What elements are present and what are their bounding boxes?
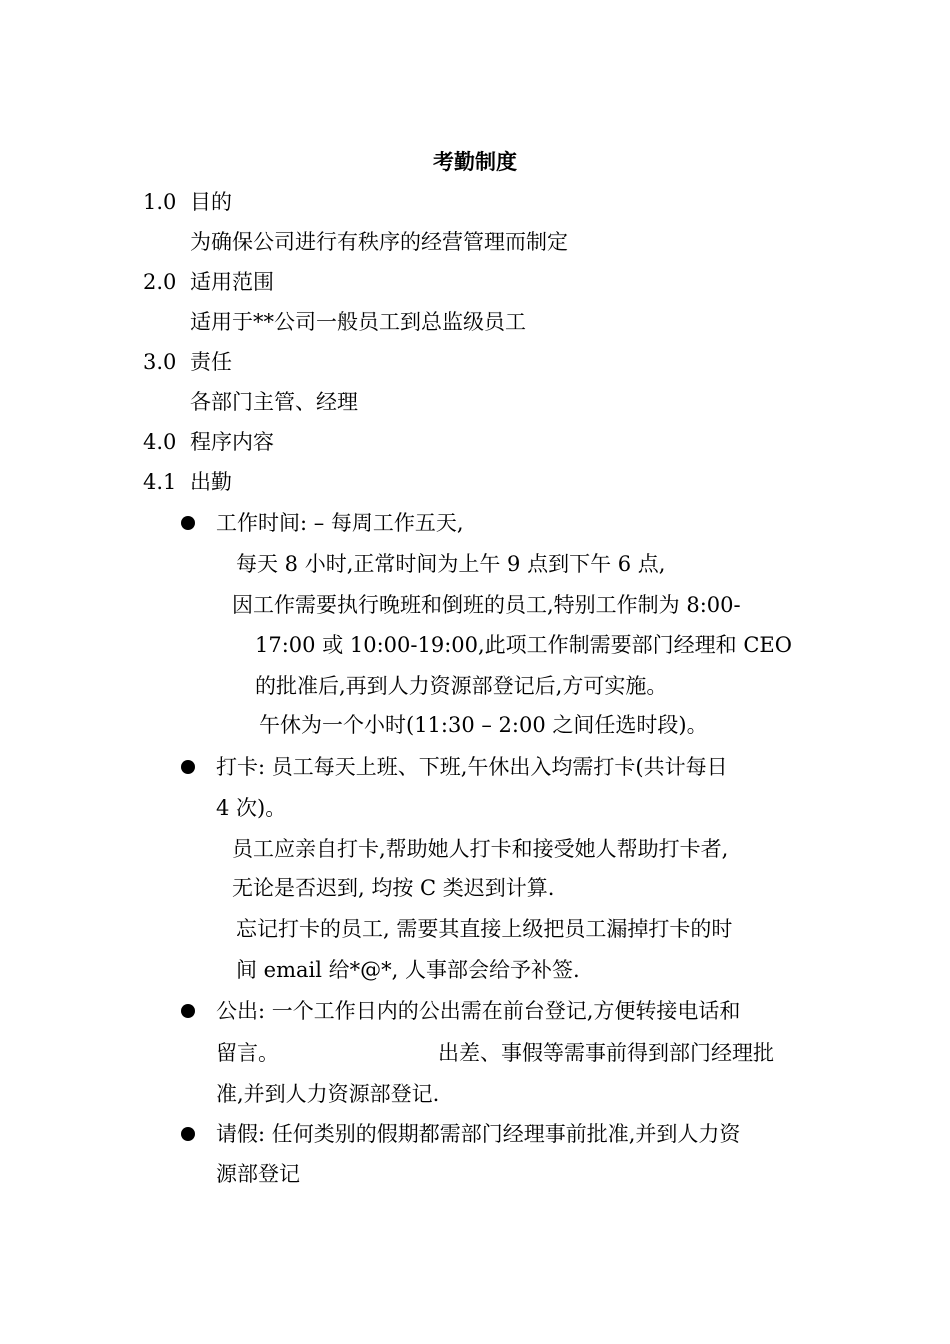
section-2-number: 2.0 [143,270,177,294]
clock-in-line-3: 员工应亲自打卡,帮助她人打卡和接受她人帮助打卡者, [232,837,729,861]
out-of-office-line-2a: 留言。 [216,1041,279,1065]
out-of-office-line-2b: 出差、事假等需事前得到部门经理批 [438,1041,774,1065]
document-title: 考勤制度 [433,149,517,174]
bullet-out-of-office [181,1004,195,1018]
section-4-1-heading: 出勤 [190,470,232,494]
section-1-number: 1.0 [143,190,177,214]
work-hours-line-2: 每天 8 小时,正常时间为上午 9 点到下午 6 点, [236,552,666,576]
section-3-heading: 责任 [190,350,232,374]
work-hours-line-3: 因工作需要执行晚班和倒班的员工,特别工作制为 8:00- [232,593,741,617]
section-1-body: 为确保公司进行有秩序的经营管理而制定 [190,230,568,254]
bullet-clock-in [181,760,195,774]
leave-line-1: 请假: 任何类别的假期都需部门经理事前批准,并到人力资 [216,1122,741,1146]
leave-line-2: 源部登记 [216,1162,300,1186]
section-2-heading: 适用范围 [190,270,274,294]
section-1-heading: 目的 [190,190,232,214]
clock-in-line-1: 打卡: 员工每天上班、下班,午休出入均需打卡(共计每日 [216,755,728,779]
bullet-work-hours [181,516,195,530]
work-hours-line-6: 午休为一个小时(11:30 – 2:00 之间任选时段)。 [259,713,708,737]
clock-in-line-6: 间 email 给*@*, 人事部会给予补签. [236,958,580,982]
bullet-leave [181,1127,195,1141]
out-of-office-line-3: 准,并到人力资源部登记. [216,1082,440,1106]
work-hours-line-4: 17:00 或 10:00-19:00,此项工作制需要部门经理和 CEO [255,633,792,657]
work-hours-line-1: 工作时间: – 每周工作五天, [216,511,464,535]
section-2-body: 适用于**公司一般员工到总监级员工 [190,310,526,334]
out-of-office-line-1: 公出: 一个工作日内的公出需在前台登记,方便转接电话和 [216,999,741,1023]
clock-in-line-5: 忘记打卡的员工, 需要其直接上级把员工漏掉打卡的时 [236,917,733,941]
section-4-1-number: 4.1 [143,470,177,494]
clock-in-line-2: 4 次)。 [216,796,287,820]
section-3-body: 各部门主管、经理 [190,390,358,414]
section-4-number: 4.0 [143,430,177,454]
section-4-heading: 程序内容 [190,430,274,454]
clock-in-line-4: 无论是否迟到, 均按 C 类迟到计算. [232,876,555,900]
work-hours-line-5: 的批准后,再到人力资源部登记后,方可实施。 [255,674,668,698]
section-3-number: 3.0 [143,350,177,374]
